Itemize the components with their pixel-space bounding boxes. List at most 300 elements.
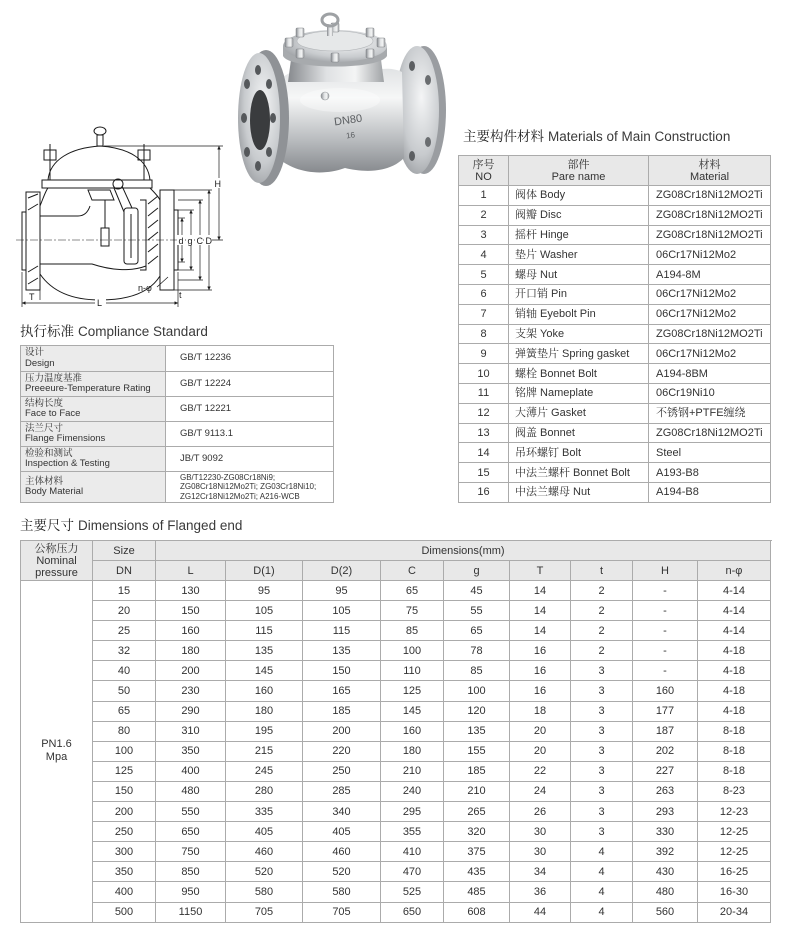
dimensions-row xyxy=(21,681,771,701)
compliance-value-line: GB/T 9113.1 xyxy=(180,427,233,439)
pressure-line: Mpa xyxy=(45,751,68,764)
drawing-labels xyxy=(29,178,223,308)
pressure-header-line: Nominal xyxy=(36,554,77,567)
dimension-cell: 160 xyxy=(226,681,303,701)
materials-row xyxy=(459,364,771,384)
size-header: Size xyxy=(93,541,156,561)
dimension-cell: 400 xyxy=(156,761,226,781)
column-header: C xyxy=(381,561,444,581)
dimension-cell: 4 xyxy=(571,842,633,862)
compliance-item-cn: 压力温度基准 xyxy=(25,372,83,384)
materials-row xyxy=(459,265,771,285)
valve-product-photo xyxy=(232,10,452,195)
dimension-cell: 293 xyxy=(633,802,698,822)
dimension-cell: 3 xyxy=(571,741,633,761)
materials-row xyxy=(459,403,771,423)
dimension-cell: 15 xyxy=(93,581,156,601)
materials-header-part xyxy=(509,156,649,186)
dimension-cell: 470 xyxy=(381,862,444,882)
compliance-item-en: Design xyxy=(25,357,55,369)
materials-part-cell: 螺栓 Bonnet Bolt xyxy=(509,364,649,384)
dimension-cell: 50 xyxy=(93,681,156,701)
materials-material-cell: 06Cr17Ni12Mo2 xyxy=(649,245,771,265)
dimensions-row xyxy=(21,761,771,781)
materials-part-cell: 中法兰螺母 Nut xyxy=(509,482,649,502)
dimension-cell: 65 xyxy=(444,621,510,641)
label-D: D xyxy=(205,236,212,246)
header-en: Pare name xyxy=(551,170,606,183)
materials-row xyxy=(459,304,771,324)
materials-row xyxy=(459,284,771,304)
dimension-cell: 16 xyxy=(510,681,571,701)
dimension-cell: 85 xyxy=(381,621,444,641)
compliance-item-cn: 法兰尺寸 xyxy=(25,422,64,434)
compliance-value-line: JB/T 9092 xyxy=(180,452,224,464)
dimension-cell: 125 xyxy=(93,761,156,781)
compliance-table xyxy=(20,345,334,503)
dimension-cell: 20 xyxy=(510,721,571,741)
dimension-cell: 230 xyxy=(156,681,226,701)
dimension-cell: 160 xyxy=(633,681,698,701)
materials-row xyxy=(459,186,771,206)
dimension-cell: 105 xyxy=(303,601,381,621)
label-d: d xyxy=(178,236,184,246)
dimension-cell: 195 xyxy=(226,721,303,741)
materials-row xyxy=(459,423,771,443)
dimension-cell: 55 xyxy=(444,601,510,621)
materials-no-cell: 11 xyxy=(459,383,509,403)
dimension-cell: 4-18 xyxy=(698,681,771,701)
dimension-cell: 32 xyxy=(93,641,156,661)
materials-table xyxy=(458,155,771,503)
dimension-cell: 110 xyxy=(381,661,444,681)
compliance-value-line: ZG12Cr18Ni12Mo2Ti; A216-WCB xyxy=(180,491,300,501)
compliance-value-cell xyxy=(166,346,334,372)
dimension-cell: 115 xyxy=(303,621,381,641)
dimension-cell: 4-18 xyxy=(698,661,771,681)
dimension-cell: 145 xyxy=(381,701,444,721)
dimensions-mm-header: Dimensions(mm) xyxy=(156,541,771,561)
dimension-cell: 650 xyxy=(381,902,444,922)
materials-material-cell: 不锈钢+PTFE缠绕 xyxy=(649,403,771,423)
dimension-cell: 180 xyxy=(226,701,303,721)
dimension-cell: 4-14 xyxy=(698,581,771,601)
dimension-cell: 2 xyxy=(571,581,633,601)
materials-no-cell: 6 xyxy=(459,284,509,304)
dimension-cell: 150 xyxy=(303,661,381,681)
compliance-item-en: Body Material xyxy=(25,486,84,497)
dimension-cell: 22 xyxy=(510,761,571,781)
dimension-cell: 210 xyxy=(381,761,444,781)
compliance-item-cn: 检验和测试 xyxy=(25,447,73,459)
dimension-cell: 160 xyxy=(381,721,444,741)
dimension-cell: 145 xyxy=(226,661,303,681)
materials-no-cell: 13 xyxy=(459,423,509,443)
pressure-cell xyxy=(21,581,93,923)
dimensions-row xyxy=(21,902,771,922)
dimension-cell: 30 xyxy=(510,822,571,842)
compliance-item-cn: 主体材料 xyxy=(25,475,64,487)
materials-part-cell: 弹簧垫片 Spring gasket xyxy=(509,344,649,364)
dimension-cell: 75 xyxy=(381,601,444,621)
pressure-line: PN1.6 xyxy=(41,738,72,751)
dimension-cell: 20 xyxy=(93,601,156,621)
dimension-cell: 705 xyxy=(303,902,381,922)
dimension-cell: 750 xyxy=(156,842,226,862)
dimension-cell: 3 xyxy=(571,681,633,701)
materials-no-cell: 5 xyxy=(459,265,509,285)
dimension-cell: 4-14 xyxy=(698,601,771,621)
materials-row xyxy=(459,443,771,463)
dimension-cell: 215 xyxy=(226,741,303,761)
dimension-cell: 25 xyxy=(93,621,156,641)
compliance-item-en: Preeeure-Temperature Rating xyxy=(25,383,151,394)
dimensions-row xyxy=(21,581,771,601)
dimension-cell: 4 xyxy=(571,882,633,902)
dimensions-row xyxy=(21,842,771,862)
materials-no-cell: 16 xyxy=(459,482,509,502)
materials-part-cell: 摇杆 Hinge xyxy=(509,225,649,245)
compliance-value-cell xyxy=(166,472,334,503)
dimension-cell: 24 xyxy=(510,781,571,801)
column-header: D(2) xyxy=(303,561,381,581)
dimensions-header xyxy=(21,541,771,581)
dimension-cell: 392 xyxy=(633,842,698,862)
dimension-cell: 460 xyxy=(226,842,303,862)
dimension-cell: 95 xyxy=(226,581,303,601)
dimensions-row xyxy=(21,641,771,661)
dimension-cell: 3 xyxy=(571,721,633,741)
dimensions-table xyxy=(20,540,771,923)
dimension-cell: 45 xyxy=(444,581,510,601)
dimension-cell: 65 xyxy=(93,701,156,721)
dimension-cell: 227 xyxy=(633,761,698,781)
dimension-cell: 202 xyxy=(633,741,698,761)
materials-material-cell: ZG08Cr18Ni12MO2Ti xyxy=(649,423,771,443)
dimension-cell: 2 xyxy=(571,601,633,621)
dimension-cell: 185 xyxy=(303,701,381,721)
materials-part-cell: 吊环螺钉 Bolt xyxy=(509,443,649,463)
dimension-cell: 335 xyxy=(226,802,303,822)
dimension-cell: 400 xyxy=(93,882,156,902)
compliance-item-cell xyxy=(21,372,166,397)
dimension-cell: 608 xyxy=(444,902,510,922)
dimension-cell: 405 xyxy=(303,822,381,842)
materials-part-cell: 销轴 Eyebolt Pin xyxy=(509,304,649,324)
dimension-cell: 20 xyxy=(510,741,571,761)
dimension-cell: 8-18 xyxy=(698,721,771,741)
compliance-title-cn: 执行标准 xyxy=(20,324,74,339)
compliance-item-en: Inspection & Testing xyxy=(25,458,110,469)
dimension-cell: 4-18 xyxy=(698,701,771,721)
materials-part-cell: 大薄片 Gasket xyxy=(509,403,649,423)
dimension-cell: 150 xyxy=(93,781,156,801)
dimension-cell: 250 xyxy=(303,761,381,781)
dimensions-row xyxy=(21,862,771,882)
header-cn: 材料 xyxy=(698,158,721,171)
dimension-cell: 330 xyxy=(633,822,698,842)
dimension-cell: 150 xyxy=(156,601,226,621)
materials-material-cell: 06Cr19Ni10 xyxy=(649,383,771,403)
dimension-cell: 16 xyxy=(510,661,571,681)
dimension-cell: 290 xyxy=(156,701,226,721)
dimensions-row xyxy=(21,601,771,621)
drawing-outline xyxy=(16,127,184,300)
materials-material-cell: ZG08Cr18Ni12MO2Ti xyxy=(649,186,771,206)
materials-no-cell: 14 xyxy=(459,443,509,463)
compliance-value-cell xyxy=(166,422,334,447)
materials-row xyxy=(459,225,771,245)
dimension-cell: 1150 xyxy=(156,902,226,922)
dimension-cell: 2 xyxy=(571,641,633,661)
dimension-cell: 850 xyxy=(156,862,226,882)
materials-material-cell: ZG08Cr18Ni12MO2Ti xyxy=(649,324,771,344)
dimension-cell: 12-25 xyxy=(698,842,771,862)
dimension-cell: 525 xyxy=(381,882,444,902)
compliance-value-line: GB/T12230-ZG08Cr18Ni9; xyxy=(180,472,276,482)
materials-body xyxy=(459,186,771,503)
column-header: D(1) xyxy=(226,561,303,581)
dimension-cell: 14 xyxy=(510,601,571,621)
dimension-cell: 560 xyxy=(633,902,698,922)
dimension-cell: 65 xyxy=(381,581,444,601)
compliance-title-en: Compliance Standard xyxy=(78,324,208,339)
dimension-cell: 3 xyxy=(571,822,633,842)
materials-material-cell: ZG08Cr18Ni12MO2Ti xyxy=(649,225,771,245)
dimension-cell: 18 xyxy=(510,701,571,721)
dimension-cell: 550 xyxy=(156,802,226,822)
dimension-cell: 100 xyxy=(93,741,156,761)
dimension-cell: 100 xyxy=(381,641,444,661)
compliance-item-cell xyxy=(21,397,166,422)
dimensions-row xyxy=(21,822,771,842)
materials-title-cn: 主要构件材料 xyxy=(463,129,544,144)
dimension-cell: 200 xyxy=(156,661,226,681)
compliance-row xyxy=(21,397,334,422)
dimension-cell: 580 xyxy=(226,882,303,902)
dimension-cell: 4 xyxy=(571,862,633,882)
dimension-cell: 245 xyxy=(226,761,303,781)
dimension-cell: - xyxy=(633,661,698,681)
left-flange xyxy=(238,50,289,186)
dimension-cell: 120 xyxy=(444,701,510,721)
column-header: t xyxy=(571,561,633,581)
materials-material-cell: A194-B8 xyxy=(649,482,771,502)
label-g: g xyxy=(187,236,193,246)
dimension-cell: 705 xyxy=(226,902,303,922)
dimension-cell: 300 xyxy=(93,842,156,862)
column-header: T xyxy=(510,561,571,581)
dimension-cell: 310 xyxy=(156,721,226,741)
compliance-item-cn: 设计 xyxy=(25,347,45,358)
materials-part-cell: 阀瓣 Disc xyxy=(509,205,649,225)
dimension-cell: 135 xyxy=(226,641,303,661)
dimension-cell: 125 xyxy=(381,681,444,701)
pressure-header-line: 公称压力 xyxy=(34,542,79,555)
dimension-cell: 12-25 xyxy=(698,822,771,842)
dimension-cell: - xyxy=(633,641,698,661)
dimension-cell: 30 xyxy=(510,842,571,862)
dimension-cell: 16-30 xyxy=(698,882,771,902)
dimension-cell: 14 xyxy=(510,581,571,601)
materials-material-cell: A194-8BM xyxy=(649,364,771,384)
materials-row xyxy=(459,482,771,502)
dimension-cell: 12-23 xyxy=(698,802,771,822)
dimension-cell: 185 xyxy=(444,761,510,781)
compliance-row xyxy=(21,346,334,372)
dimension-cell: 460 xyxy=(303,842,381,862)
compliance-value-cell xyxy=(166,397,334,422)
dimension-cell: 130 xyxy=(156,581,226,601)
header-cn: 序号 xyxy=(472,158,495,171)
dimension-cell: 155 xyxy=(444,741,510,761)
compliance-value-cell xyxy=(166,447,334,472)
dimension-cell: 240 xyxy=(381,781,444,801)
dimension-cell: 177 xyxy=(633,701,698,721)
materials-material-cell: 06Cr17Ni12Mo2 xyxy=(649,304,771,324)
compliance-row xyxy=(21,447,334,472)
dimension-cell: 350 xyxy=(93,862,156,882)
dimension-cell: 485 xyxy=(444,882,510,902)
label-t: t xyxy=(179,290,182,300)
compliance-row xyxy=(21,422,334,447)
dimension-cell: 180 xyxy=(156,641,226,661)
dimension-cell: 187 xyxy=(633,721,698,741)
dimensions-row xyxy=(21,882,771,902)
dimension-cell: 650 xyxy=(156,822,226,842)
materials-material-cell: 06Cr17Ni12Mo2 xyxy=(649,284,771,304)
compliance-row xyxy=(21,472,334,503)
compliance-item-cell xyxy=(21,472,166,503)
dimension-cell: 40 xyxy=(93,661,156,681)
materials-no-cell: 1 xyxy=(459,186,509,206)
materials-part-cell: 中法兰螺杆 Bonnet Bolt xyxy=(509,463,649,483)
materials-no-cell: 2 xyxy=(459,205,509,225)
dimension-cell: 480 xyxy=(156,781,226,801)
dimension-cell: 950 xyxy=(156,882,226,902)
dimensions-header-row-1 xyxy=(21,541,771,561)
materials-no-cell: 9 xyxy=(459,344,509,364)
dimension-cell: 105 xyxy=(226,601,303,621)
materials-title xyxy=(463,128,730,145)
dimension-cell: 295 xyxy=(381,802,444,822)
pressure-header-line: pressure xyxy=(35,566,78,579)
dimension-cell: 355 xyxy=(381,822,444,842)
dimensions-title-en: Dimensions of Flanged end xyxy=(78,518,243,533)
materials-material-cell: A193-B8 xyxy=(649,463,771,483)
dimension-cell: 4-18 xyxy=(698,641,771,661)
nominal-pressure-header xyxy=(21,541,93,581)
dimension-cell: 3 xyxy=(571,701,633,721)
dimension-cell: 8-18 xyxy=(698,761,771,781)
dimensions-row xyxy=(21,661,771,681)
label-C: C xyxy=(196,236,203,246)
dimension-cell: 340 xyxy=(303,802,381,822)
dimensions-header-row-2 xyxy=(21,561,771,581)
dimensions-row xyxy=(21,701,771,721)
dimension-cell: 44 xyxy=(510,902,571,922)
dimension-cell: 500 xyxy=(93,902,156,922)
header-cn: 部件 xyxy=(567,158,590,171)
compliance-value-line: GB/T 12221 xyxy=(180,402,232,414)
dimension-cell: - xyxy=(633,601,698,621)
materials-header-material xyxy=(649,156,771,186)
column-header: n-φ xyxy=(698,561,771,581)
dimension-cell: 320 xyxy=(444,822,510,842)
dimensions-row xyxy=(21,781,771,801)
dimensions-title xyxy=(20,517,242,534)
compliance-value-line: GB/T 12224 xyxy=(180,377,232,389)
dimension-cell: 285 xyxy=(303,781,381,801)
materials-material-cell: A194-8M xyxy=(649,265,771,285)
dimension-cell: 350 xyxy=(156,741,226,761)
materials-header-no xyxy=(459,156,509,186)
dimensions-row xyxy=(21,721,771,741)
dimension-cell: 16-25 xyxy=(698,862,771,882)
materials-material-cell: ZG08Cr18Ni12MO2Ti xyxy=(649,205,771,225)
materials-row xyxy=(459,205,771,225)
materials-row xyxy=(459,383,771,403)
dimension-cell: 95 xyxy=(303,581,381,601)
column-header: L xyxy=(156,561,226,581)
materials-row xyxy=(459,324,771,344)
materials-part-cell: 螺母 Nut xyxy=(509,265,649,285)
dimensions-title-cn: 主要尺寸 xyxy=(20,518,74,533)
dimension-cell: 4-14 xyxy=(698,621,771,641)
materials-part-cell: 垫片 Washer xyxy=(509,245,649,265)
materials-part-cell: 阀体 Body xyxy=(509,186,649,206)
dimension-cell: 520 xyxy=(303,862,381,882)
compliance-item-cn: 结构长度 xyxy=(25,397,64,409)
dimensions-row xyxy=(21,741,771,761)
column-header: H xyxy=(633,561,698,581)
materials-header-row xyxy=(459,156,771,186)
compliance-item-cell xyxy=(21,422,166,447)
materials-no-cell: 12 xyxy=(459,403,509,423)
dimension-cell: 20-34 xyxy=(698,902,771,922)
dimension-cell: 3 xyxy=(571,781,633,801)
dimensions-body xyxy=(21,581,771,923)
dimension-cell: 280 xyxy=(226,781,303,801)
dimension-cell: 16 xyxy=(510,641,571,661)
compliance-body xyxy=(21,346,334,503)
materials-part-cell: 阀盖 Bonnet xyxy=(509,423,649,443)
compliance-item-cell xyxy=(21,447,166,472)
dimension-cell: 580 xyxy=(303,882,381,902)
dimension-cell: 135 xyxy=(444,721,510,741)
compliance-item-en: Face to Face xyxy=(25,408,81,419)
label-H: H xyxy=(214,179,221,189)
dimension-cell: 115 xyxy=(226,621,303,641)
compliance-item-cell xyxy=(21,346,166,372)
dimension-lines xyxy=(22,146,223,307)
header-en: NO xyxy=(475,170,492,183)
dimension-cell: 200 xyxy=(303,721,381,741)
dimension-cell: 100 xyxy=(444,681,510,701)
dimension-cell: 85 xyxy=(444,661,510,681)
dimension-cell: 165 xyxy=(303,681,381,701)
materials-row xyxy=(459,344,771,364)
materials-part-cell: 铭牌 Nameplate xyxy=(509,383,649,403)
dimension-cell: 375 xyxy=(444,842,510,862)
body-pressure-text: 16 xyxy=(345,130,356,141)
compliance-row xyxy=(21,372,334,397)
dimension-cell: 3 xyxy=(571,761,633,781)
dimension-cell: - xyxy=(633,621,698,641)
materials-row xyxy=(459,463,771,483)
dimension-cell: 8-23 xyxy=(698,781,771,801)
dimension-cell: 34 xyxy=(510,862,571,882)
